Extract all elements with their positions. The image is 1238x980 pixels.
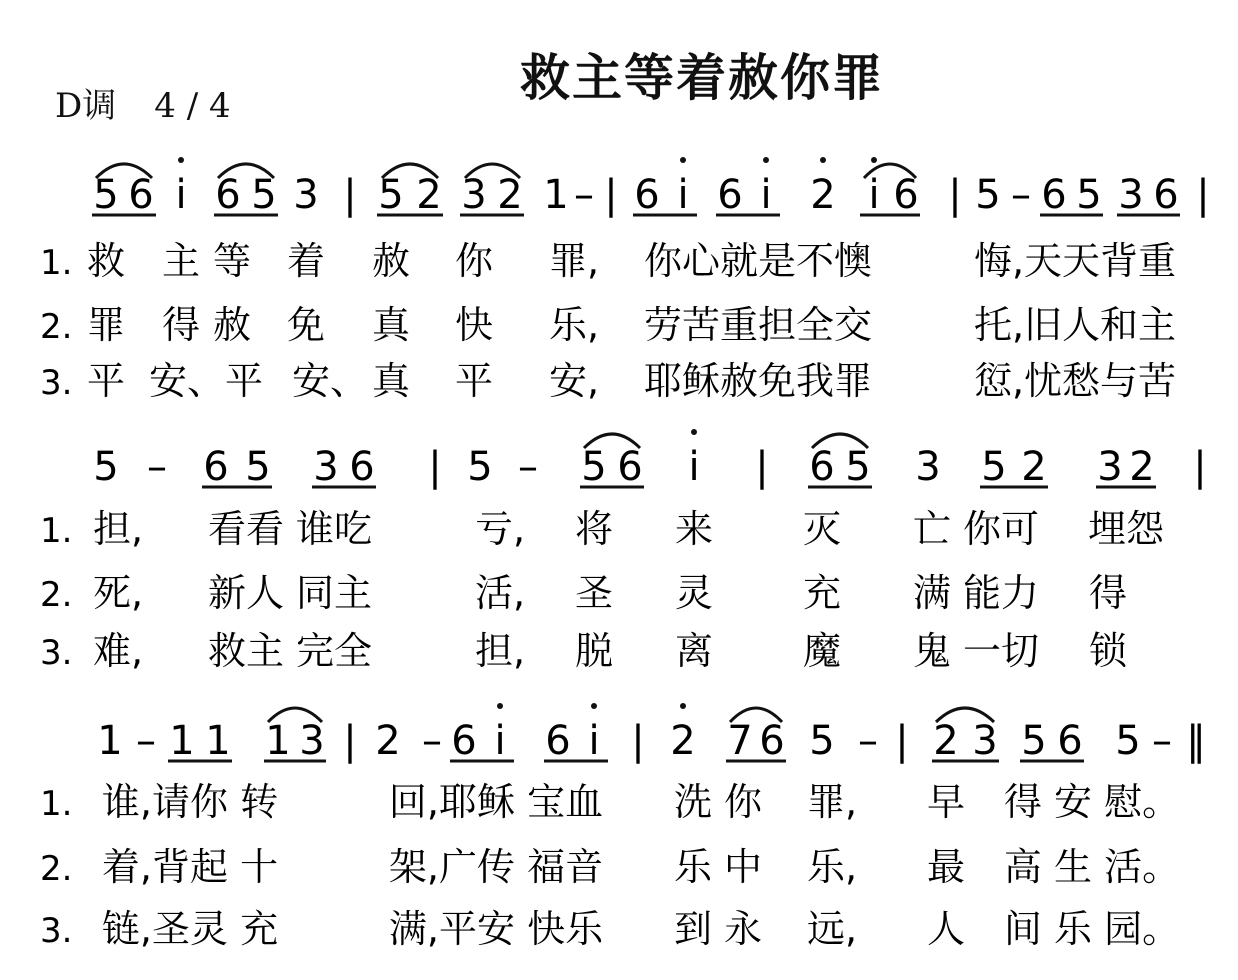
note: 2 [416, 172, 442, 218]
lyric: 着,背起 十 [101, 845, 279, 889]
lyric: 埋怨 [1087, 507, 1165, 551]
note: 6 [451, 718, 477, 764]
lyric: 悔,天天背重 [973, 239, 1177, 283]
lyric: 耶稣赦免我罪 [643, 359, 873, 403]
note: 2 [810, 172, 836, 218]
note: 6 [1057, 718, 1083, 764]
note: 3 [1097, 444, 1123, 490]
barline: | [428, 444, 442, 490]
note: 5 [93, 172, 119, 218]
dash: – [1011, 172, 1031, 218]
lyric: 活, [474, 571, 526, 615]
lyric: 难, [92, 629, 144, 673]
lyric: 洗 你 [673, 780, 763, 824]
note: 2 [1129, 444, 1155, 490]
lyric: 等 [212, 239, 252, 283]
lyric: 灵 [674, 571, 714, 615]
note: 7 [727, 718, 753, 764]
barline: | [631, 718, 645, 764]
note: 3 [915, 444, 941, 490]
note: 6 [128, 172, 154, 218]
note: 2 [933, 718, 959, 764]
note: 5 [245, 444, 271, 490]
note: 1 [265, 718, 291, 764]
lyric: 劳苦重担全交 [643, 303, 873, 347]
lyric: 愆,忧愁与苦 [973, 359, 1177, 403]
barline: | [755, 444, 769, 490]
system-2-lyrics [40, 507, 1165, 673]
dash: – [858, 718, 878, 764]
system-3-notes [97, 718, 1206, 764]
verse-number: 2. [40, 849, 73, 889]
note: i [688, 444, 700, 490]
verse-number: 2. [40, 307, 73, 347]
note: 2 [497, 172, 523, 218]
lyric: 乐, [548, 303, 600, 347]
lyric: 得 [1088, 571, 1128, 615]
lyric: 担, [92, 507, 144, 551]
system-1-lyrics [40, 239, 1176, 403]
verse-number: 1. [40, 243, 73, 283]
dash: – [147, 444, 167, 490]
note: 6 [717, 172, 743, 218]
lyric: 脱 [574, 629, 614, 673]
note: 6 [1041, 172, 1067, 218]
note: 5 [1115, 718, 1141, 764]
barline: | [948, 172, 962, 218]
note: 6 [1153, 172, 1179, 218]
note: 5 [378, 172, 404, 218]
lyric: 救主 完全 [207, 629, 373, 673]
barline: | [895, 718, 909, 764]
lyric: 得 [161, 303, 201, 347]
note: i [868, 172, 880, 218]
lyric: 平 [454, 359, 494, 403]
note: 3 [461, 172, 487, 218]
verse-number: 2. [40, 575, 73, 615]
song-title: 救主等着赦你罪 [520, 49, 884, 107]
lyric: 罪, [548, 239, 600, 283]
note: i [677, 172, 689, 218]
dash: – [136, 718, 156, 764]
lyric: 高 生 活。 [1003, 845, 1181, 889]
note: i [760, 172, 772, 218]
verse-number: 3. [40, 633, 73, 673]
lyric: 最 [926, 845, 966, 889]
lyric: 赦 [371, 239, 411, 283]
barline: | [1193, 444, 1207, 490]
note: 5 [981, 444, 1007, 490]
note: 5 [1021, 718, 1047, 764]
lyric: 托,旧人和主 [973, 303, 1177, 347]
verse-number: 1. [40, 511, 73, 551]
note: 6 [349, 444, 375, 490]
system-1-notes [93, 172, 1209, 218]
note: 5 [1076, 172, 1102, 218]
note: 3 [299, 718, 325, 764]
lyric: 架,广传 福音 [388, 845, 604, 889]
note: 6 [545, 718, 571, 764]
note: 6 [634, 172, 660, 218]
note: 3 [293, 172, 319, 218]
note: 3 [313, 444, 339, 490]
note: 6 [617, 444, 643, 490]
lyric: 救 [86, 239, 126, 283]
lyric: 你心就是不懊 [643, 239, 873, 283]
note: i [588, 718, 600, 764]
barline: | [343, 718, 357, 764]
lyric: 罪 [86, 303, 126, 347]
lyric: 真 [371, 359, 411, 403]
dash: – [422, 718, 442, 764]
lyric: 着 [286, 239, 326, 283]
note: 2 [375, 718, 401, 764]
verse-number: 3. [40, 363, 73, 403]
lyric: 得 安 慰。 [1003, 780, 1181, 824]
verse-number: 1. [40, 784, 73, 824]
lyric: 安、 [291, 359, 369, 403]
lyric: 魔 [802, 629, 842, 673]
lyric: 死, [92, 571, 144, 615]
lyric: 真 [371, 303, 411, 347]
lyric: 离 [674, 629, 714, 673]
note: 5 [975, 172, 1001, 218]
barline: | [1196, 172, 1210, 218]
note: 5 [251, 172, 277, 218]
lyric: 谁,请你 转 [101, 780, 279, 824]
verse-number: 3. [40, 911, 73, 951]
note: 5 [93, 444, 119, 490]
note: i [175, 172, 187, 218]
lyric: 来 [674, 507, 714, 551]
lyric: 回,耶稣 宝血 [388, 780, 604, 824]
note: 2 [1021, 444, 1047, 490]
note: 1 [543, 172, 569, 218]
system-3-lyrics [40, 780, 1180, 951]
lyric: 鬼 一切 [912, 629, 1040, 673]
system-1-dots [178, 157, 877, 163]
dash: – [1152, 718, 1172, 764]
lyric: 乐 中 [673, 845, 763, 889]
note: 6 [893, 172, 919, 218]
lyric: 亡 你可 [912, 507, 1040, 551]
note: 3 [972, 718, 998, 764]
lyric: 将 [574, 507, 614, 551]
lyric: 赦 [212, 303, 252, 347]
system-2-marks [202, 434, 1156, 487]
lyric: 人 [926, 907, 966, 951]
barline: | [604, 172, 618, 218]
lyric: 担, [474, 629, 526, 673]
lyric: 间 乐 园。 [1003, 907, 1181, 951]
barline: | [343, 172, 357, 218]
note: 3 [1118, 172, 1144, 218]
final-barline: ‖ [1186, 718, 1206, 764]
note: 5 [581, 444, 607, 490]
lyric: 新人 同主 [207, 571, 373, 615]
lyric: 锁 [1088, 629, 1128, 673]
lyric: 安、平 [148, 359, 264, 403]
lyric: 罪, [806, 780, 858, 824]
note: 5 [809, 718, 835, 764]
note: i [494, 718, 506, 764]
lyric: 快 [454, 303, 494, 347]
lyric: 满,平安 快乐 [388, 907, 604, 951]
note: 6 [215, 172, 241, 218]
lyric: 到 永 [673, 907, 763, 951]
note: 6 [809, 444, 835, 490]
lyric: 圣 [574, 571, 614, 615]
note: 6 [759, 718, 785, 764]
note: 1 [97, 718, 123, 764]
lyric: 安, [548, 359, 600, 403]
lyric: 远, [806, 907, 858, 951]
lyric: 平 [86, 359, 126, 403]
lyric: 亏, [474, 507, 526, 551]
lyric: 灭 [802, 507, 842, 551]
lyric: 早 [926, 780, 966, 824]
note: 6 [203, 444, 229, 490]
system-3-dots [497, 703, 686, 709]
lyric: 充 [802, 571, 842, 615]
dash: – [574, 172, 594, 218]
lyric: 乐, [806, 845, 858, 889]
note: 2 [670, 718, 696, 764]
time-signature: 4 / 4 [154, 86, 231, 126]
system-2-notes [93, 444, 1206, 490]
lyric: 看看 谁吃 [207, 507, 373, 551]
note: 1 [205, 718, 231, 764]
lyric: 你 [454, 239, 494, 283]
lyric: 链,圣灵 充 [101, 907, 279, 951]
note: 5 [845, 444, 871, 490]
lyric: 主 [161, 239, 201, 283]
key-label: D调 [55, 86, 117, 126]
note: 5 [467, 444, 493, 490]
dash: – [518, 444, 538, 490]
lyric: 免 [286, 303, 326, 347]
lyric: 满 能力 [912, 571, 1040, 615]
note: 1 [169, 718, 195, 764]
system-2-dots [691, 429, 697, 435]
